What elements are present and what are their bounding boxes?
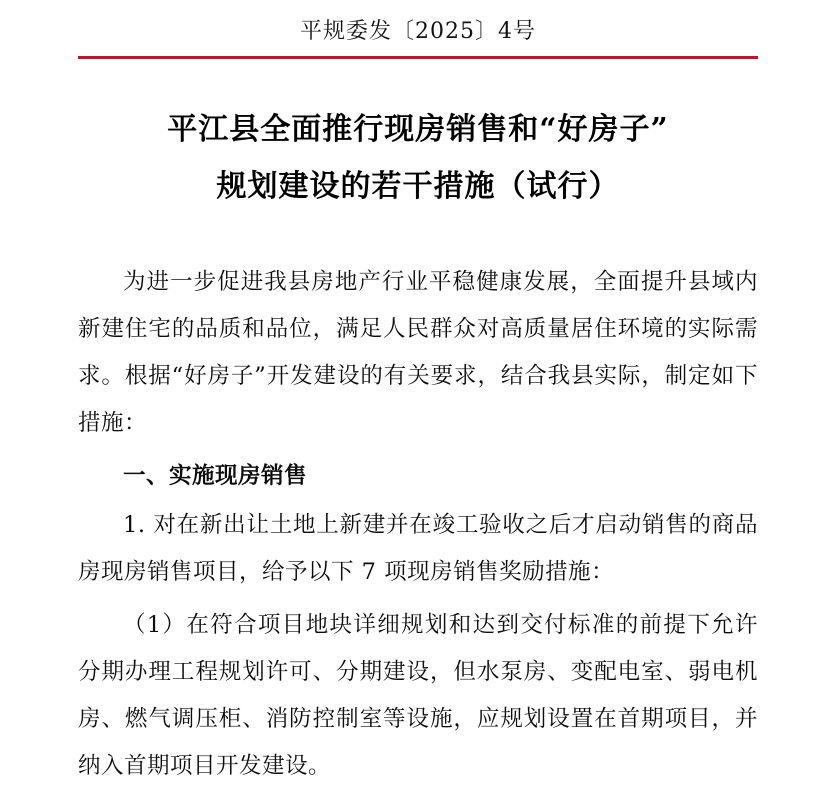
document-title bbox=[78, 104, 758, 213]
document-body bbox=[78, 56, 758, 798]
document-number: 平规委发〔2025〕4号 bbox=[300, 19, 536, 44]
body-paragraphs bbox=[78, 259, 758, 790]
title-line-1: 平江县全面推行现房销售和“好房子” bbox=[167, 112, 669, 147]
title-line-2: 规划建设的若干措施（试行） bbox=[216, 168, 620, 204]
section-heading-1: 一、实施现房销售 bbox=[123, 463, 308, 489]
paragraph-item-1-1: （1）在符合项目地块详细规划和达到交付标准的前提下允许分期办理工程规划许可、分期建设，但水泵房、变配电室、弱电机房、燃气调压柜、消防控制室等设施，应规划设置在首期项目，并纳入首期项目开发建设。 bbox=[78, 612, 758, 779]
paragraph-intro: 为进一步促进我县房地产行业平稳健康发展，全面提升县域内新建住宅的品质和品位，满足人民群众对高质量居住环境的实际需求。根据“好房子”开发建设的有关要求，结合我县实际，制定如下措施： bbox=[78, 269, 758, 436]
paragraph-item-1: 1. 对在新出让土地上新建并在竣工验收之后才启动销售的商品房现房销售项目，给予以下 7 项现房销售奖励措施： bbox=[78, 512, 758, 585]
